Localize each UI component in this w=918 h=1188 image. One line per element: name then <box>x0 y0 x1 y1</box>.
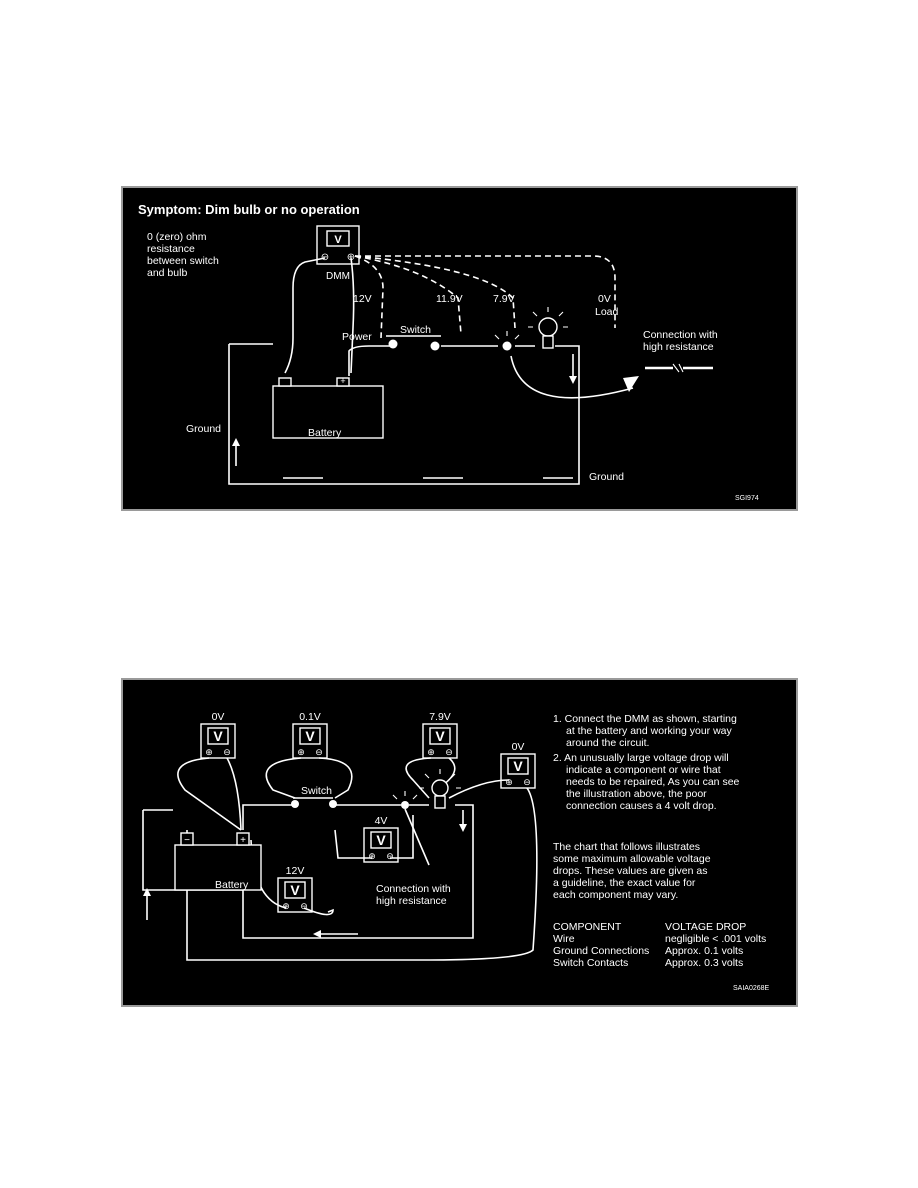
meter-reading-12v: 12V <box>285 865 305 877</box>
meter-bulb <box>423 724 457 758</box>
meter-switch <box>293 724 327 758</box>
switch-label: Switch <box>400 324 431 336</box>
svg-text:⊕: ⊕ <box>368 851 376 861</box>
table-row-value: Approx. 0.3 volts <box>665 957 744 969</box>
figure-code: SAIA0268E <box>733 985 770 992</box>
diagram-title: Symptom: Dim bulb or no operation <box>138 202 360 217</box>
figure-code: SGI974 <box>735 495 759 502</box>
resistance-note-line-2: resistance <box>147 243 195 255</box>
reading-11-9v: 11.9V <box>436 293 463 305</box>
diagram-panel-voltage-drop <box>121 678 798 1007</box>
svg-text:V: V <box>290 882 300 898</box>
svg-text:V: V <box>213 728 223 744</box>
power-wire <box>243 805 293 830</box>
table-row-component: Ground Connections <box>553 945 650 957</box>
switch-contact-right <box>329 800 337 808</box>
svg-text:⊖: ⊖ <box>523 777 531 787</box>
resistance-note-line-3: between switch <box>147 255 219 267</box>
meter-reading-0v-left: 0V <box>211 711 225 723</box>
connection-label-line-2: high resistance <box>643 341 714 353</box>
switch-label: Switch <box>301 785 332 797</box>
meter-reading-7-9v: 7.9V <box>429 711 451 723</box>
svg-text:⊕: ⊕ <box>505 777 513 787</box>
voltage-drop-diagram <box>123 680 796 1005</box>
svg-text:V: V <box>376 832 386 848</box>
svg-text:⊕: ⊕ <box>297 747 305 757</box>
lead-meter2-a <box>266 758 301 798</box>
svg-text:connection causes a 4 volt dro: connection causes a 4 volt drop. <box>566 800 717 812</box>
power-label: Power <box>342 331 372 343</box>
table-row-value: Approx. 0.1 volts <box>665 945 744 957</box>
symptom-diagram <box>123 188 796 509</box>
chart-intro <box>553 841 711 901</box>
high-resistance-point <box>393 791 417 809</box>
instruction-step-2 <box>553 752 740 812</box>
resistance-note-line-4: and bulb <box>147 267 188 279</box>
svg-text:2. An unusually large voltage: 2. An unusually large voltage drop will <box>553 752 729 764</box>
table-row-component: Wire <box>553 933 575 945</box>
meter-minus-terminal: ⊖ <box>320 252 330 263</box>
switch-contact-left <box>389 340 398 349</box>
svg-text:V: V <box>305 728 315 744</box>
table-header-component: COMPONENT <box>553 921 622 933</box>
svg-text:at the battery and working you: at the battery and working your way <box>566 725 732 737</box>
svg-text:each component may vary.: each component may vary. <box>553 889 679 901</box>
svg-text:⊖: ⊖ <box>223 747 231 757</box>
meter-reading-0-1v: 0.1V <box>299 711 321 723</box>
svg-text:⊕: ⊕ <box>427 747 435 757</box>
switch-contact-right <box>431 342 440 351</box>
connection-label-line-2: high resistance <box>376 895 447 907</box>
table-header-voltage-drop: VOLTAGE DROP <box>665 921 747 933</box>
reading-0v: 0V <box>598 293 611 305</box>
meter-reading-4v: 4V <box>374 815 388 827</box>
battery-label: Battery <box>308 427 342 439</box>
connection-label-line-1: Connection with <box>376 883 451 895</box>
connection-label-line-1: Connection with <box>643 329 718 341</box>
svg-text:The chart that follows illustr: The chart that follows illustrates <box>553 841 701 853</box>
svg-text:indicate a component or wire t: indicate a component or wire that <box>566 764 721 776</box>
svg-text:needs to be repaired, As you c: needs to be repaired, As you can see <box>566 776 740 788</box>
meter-battery-ground <box>201 724 235 758</box>
switch-contact-left <box>291 800 299 808</box>
svg-text:⊖: ⊖ <box>300 901 308 911</box>
bulb <box>528 307 568 348</box>
svg-text:+: + <box>340 376 346 386</box>
svg-text:⊕: ⊕ <box>282 901 290 911</box>
voltage-drop-table <box>553 921 766 969</box>
meter-plus-terminal: ⊕ <box>346 252 356 263</box>
power-wire <box>349 346 393 376</box>
lead-meter4-a <box>449 780 509 798</box>
meter-symbol: V <box>334 234 342 246</box>
svg-text:some maximum allowable voltage: some maximum allowable voltage <box>553 853 711 865</box>
connection-pointer <box>405 809 429 865</box>
svg-text:V: V <box>513 758 523 774</box>
battery-label: Battery <box>215 879 249 891</box>
ground-label-left: Ground <box>186 423 222 435</box>
svg-text:drops. These values are given: drops. These values are given as <box>553 865 708 877</box>
lead-meter1-b <box>227 758 241 830</box>
svg-text:a guideline, the exact value f: a guideline, the exact value for <box>553 877 696 889</box>
svg-text:the illustration above, the po: the illustration above, the poor <box>566 788 707 800</box>
svg-text:⊕: ⊕ <box>205 747 213 757</box>
table-row-value: negligible < .001 volts <box>665 933 767 945</box>
meter-reading-0v-right: 0V <box>511 741 525 753</box>
high-resistance-point <box>495 331 519 351</box>
instruction-step-1 <box>553 713 737 749</box>
svg-text:−: − <box>184 835 190 846</box>
bulb <box>419 769 461 808</box>
svg-text:⊖: ⊖ <box>386 851 394 861</box>
high-resistance-wire-illustration <box>645 364 713 372</box>
svg-text:⊖: ⊖ <box>445 747 453 757</box>
reading-7-9v: 7.9V <box>493 293 515 305</box>
load-label: Load <box>595 306 619 318</box>
meter-connection <box>364 828 398 862</box>
resistance-note-line-1: 0 (zero) ohm <box>147 231 207 243</box>
probe-lead-0v <box>355 256 615 328</box>
dmm-positive-lead <box>351 258 354 373</box>
dmm-negative-lead <box>285 258 325 373</box>
probe-lead-7-9v <box>355 256 515 328</box>
reading-12v: 12V <box>353 293 372 305</box>
svg-text:+: + <box>240 835 246 846</box>
svg-text:⊖: ⊖ <box>315 747 323 757</box>
svg-text:around the circuit.: around the circuit. <box>566 737 650 749</box>
dmm-label: DMM <box>326 271 350 282</box>
meter-ground-return <box>501 754 535 788</box>
diagram-panel-symptom <box>121 186 798 511</box>
current-arrow-up <box>232 438 240 446</box>
svg-text:1. Connect the DMM as shown,: 1. Connect the DMM as shown, starting <box>553 713 737 725</box>
svg-text:V: V <box>435 728 445 744</box>
ground-label-bottom: Ground <box>589 471 625 483</box>
current-arrow-left <box>313 930 321 938</box>
lead-meter3-a <box>406 758 431 798</box>
ground-arrow-down <box>459 824 467 832</box>
table-row-component: Switch Contacts <box>553 957 629 969</box>
